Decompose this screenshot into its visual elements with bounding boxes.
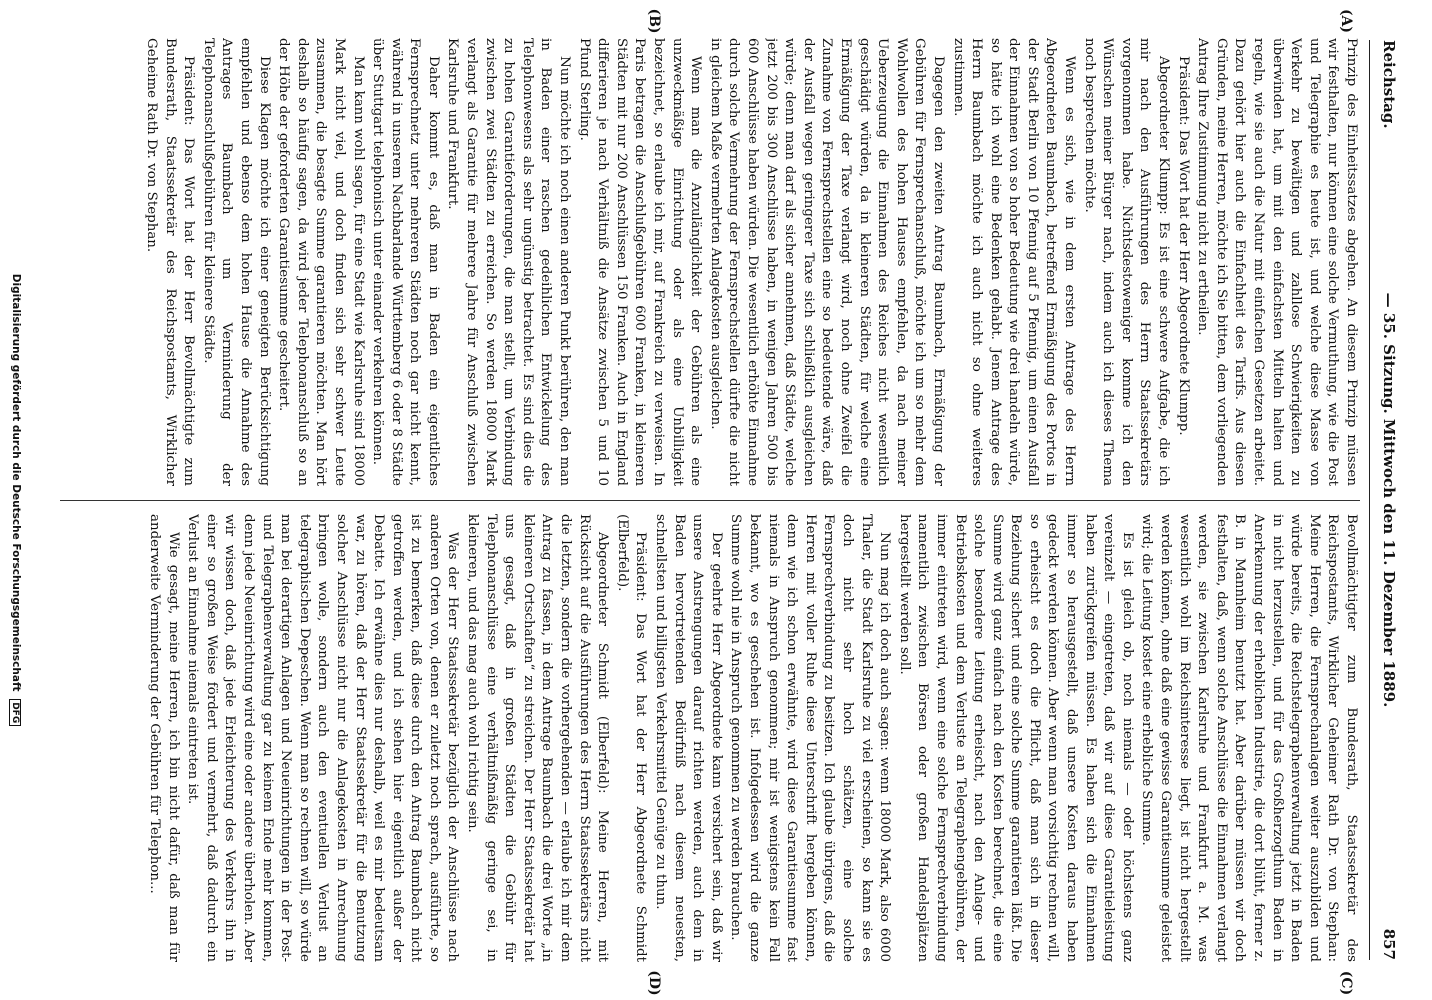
paragraph: Daher kommt es, daß man in Baden ein eigentliches Fernsprechnetz unter mehreren Städten noch gar nicht kennt, während in unserem Nachbarlande Württemberg 6 oder 8 Städte über Stuttgart telephonisch unter einander verkehren können. (370, 38, 441, 486)
paragraph: Man kann wohl sagen, für eine Stadt wie Karlsruhe sind 18000 Mark nicht viel, und doch finden sich sehr schwer Leute zusammen, die besagte Summe garantieren möchten. Man hört deshalb so häufig sagen, da wird jeder Telephonanschluß so an der Höhe der geforderten Garantiesumme gescheitert. (276, 38, 366, 486)
running-header (1372, 40, 1398, 960)
header-left: Reichstag. (1380, 40, 1398, 129)
paragraph: Es ist gleich ob, noch niemals — oder höchstens ganz vereinzelt — eingetreten, daß wir auf diese Garantieleistung haben zurückgreifen müssen. Es haben sich die Einnahmen immer so herausgestellt, daß unsere Kosten daraus haben gedeckt werden können. Aber wenn man vorsichtig rechnen will, so erheischt es doch die Pflicht, daß man sich in dieser Beziehung sichert und eine solche Summe garantieren läßt. Die Summe wird ganz einfach nach den Kosten berechnet, die eine solche besondere Leitung erheischt, nach den Anlage- und Betriebskosten und dem Verluste an Telegraphengebühren, der immer eintreten wird, wenn eine solche Fernsprechverbindung namentlich zwischen Börsen oder großen Handelsplätzen hergestellt werden soll. (896, 514, 1135, 962)
header-rule (1369, 40, 1370, 960)
digitization-footer (9, 0, 22, 1000)
page-number: 857 (1380, 928, 1398, 960)
paragraph: Dagegen den zweiten Antrag Baumbach, Ermäßigung der Gebühren für Fernsprechanschluß, möchte ich um so mehr dem Wohlwollen des hohen Hauses empfehlen, da nach meiner Ueberzeugung die Einnahmen des Reiches nicht wesentlich geschädigt würden, da in kleineren Städten, für welche eine Ermäßigung der Taxe verlangt wird, noch ohne Zweifel die Zunahme von Fernsprechstellen eine so bedeutende wäre, daß der Ausfall wegen geringerer Taxe sich schließlich ausgleichen würde; denn man darf als sicher annehmen, daß Städte, welche jetzt 200 bis 300 Anschlüsse haben, in wenigen Jahren 500 bis 600 Anschlüsse haben würden. Die wesentlich erhöhte Einnahme durch solche Vermehrung der Fernsprechstellen dürfte die nicht in gleichem Maße vermehrten Anlagekosten ausgleichen. (707, 38, 946, 486)
paragraph: Präsident: Das Wort hat der Herr Abgeordnete Schmidt (Elberfeld). (614, 514, 649, 962)
dfg-logo: DFG (9, 699, 21, 726)
footer-text: Digitalisierung gefördert durch die Deutsche Forschungsgemeinschaft (10, 273, 22, 692)
paragraph: Diese Klagen möchte ich einer geneigten Berücksichtigung empfehlen und ebenso dem hohen Hause die Annahme des Antrages Baumbach um Verminderung der Telephonanschlußgebühren für kleinere Städte. (200, 38, 272, 486)
paragraph: Wenn man die Anzulänglichkeit der Gebühren als eine unzweckmäßige Einrichtung oder als eine Unbilligkeit bezeichnet, so erlaube ich mir, auf Frankreich zu verweisen. In Paris betragen die Anschlußgebühren 600 Franken, in kleineren Städten mit nur 200 Anschlüssen 150 Franken. Auch in England differieren je nach Verhältniß die Ansätze zwischen 5 und 10 Pfund Sterling. (576, 38, 704, 486)
text-column-left (90, 38, 1360, 486)
paragraph: Nun möchte ich noch einen anderen Punkt berühren, den man in Baden einer raschen gedeihlichen Entwickelung des Telephonwesens als sehr ungünstig betrachtet. Es sind dies die zu hohen Garantieforderungen, die man stellt, um Verbindung zwischen zwei Städten zu erreichen. So werden 18000 Mark verlangt als Garantie für mehrere Jahre für Anschluß zwischen Karlsruhe und Frankfurt. (445, 38, 573, 486)
text-column-right (90, 514, 1360, 962)
header-center: — 35. Sitzung. Mittwoch den 11. Dezember 1889. (1380, 292, 1398, 708)
paragraph: Bevollmächtigter zum Bundesrath, Staatssekretär des Reichspostamts, Wirklicher Geheimer Rath Dr. von Stephan: Meine Herren, die Fernsprechanlagen weiter auszubilden und würde bereits, die Reichstelegraphenverwaltung jetzt in Baden in nicht herzustellen, und für das Großherzogthum Baden in Anerkennung der erheblichen Industrie, die dort blüht, ferner z. B. in Mannheim benutzt hat. Aber darüber müssen wir doch festhalten, daß, wenn solche Anschlüsse die Einnahmen verlangt werden, sie zwischen Karlsruhe und Frankfurt a. M. was wesentlich wohl im Reichsinteresse liegt, ist nicht hergestellt werden können, ohne daß eine gewisse Garantiesumme geleistet wird; die Leitung kostet eine erhebliche Summe. (1139, 514, 1359, 962)
margin-mark-d: (D) (646, 970, 662, 996)
margin-mark-a: (A) (1338, 8, 1354, 34)
paragraph: Präsident: Das Wort hat der Herr Abgeordnete Klumpp. (1175, 56, 1191, 436)
paragraph: Wie gesagt, meine Herren, ich bin nicht dafür, daß man für anderweite Verminderung der Gebühren für Telephon... (147, 514, 181, 962)
paragraph: Abgeordneter Schmidt (Elberfeld): Meine Herren, mit Rücksicht auf die Ausführungen des Herrn Staatssekretärs nicht die letzten, sondern die vorhergehenden — erlaube ich mir dem Antrag zu fassen, in dem Antrage Baumbach die drei Worte „in kleineren Ortschaften“ zu streichen. Der Herr Staatssekretär hat uns gesagt, daß in großen Städten die Gebühr für Telephonanschlüsse eine verhältnißmäßig geringe sei, in kleineren, und das mag auch wohl richtig sein. (465, 514, 611, 962)
paragraph: Abgeordneter Klumpp: Es ist eine schwere Aufgabe, die ich mir nach den Ausführungen des Herrn Staatssekretärs vorgenommen habe. Nichtsdestoweniger komme ich den Wünschen meiner Bürger nach, indem auch ich dieses Thema noch besprechen möchte. (1081, 38, 1172, 486)
paragraph: Präsident: Das Wort hat der Herr Bevollmächtigte zum Bundesrath, Staatssekretär des Reichspostamts, Wirklicher Geheime Rath Dr. von Stephan. (144, 38, 197, 486)
margin-mark-c: (C) (1338, 970, 1354, 996)
paragraph: Prinzip des Einheitssatzes abgehen. An diesem Prinzip müssen wir festhalten, nur können eine solche Vermuthung, wie die Post und Telegraphie es heute ist, und welche diese Masse von Verkehr zu bewältigen und zahllose Schwierigkeiten zu überwinden hat, um mit den einfachsten Mitteln halten und regeln, wie sie auch die Natur mit einfachen Gesetzen arbeitet. Dazu gehört hier auch die Einfachheit des Tarifs. Aus diesen Gründen, meine Herren, möchte ich Sie bitten, dem vorliegenden Antrag Ihre Zustimmung nicht zu ertheilen. (1195, 38, 1359, 486)
paragraph: Was der Herr Staatssekretär bezüglich der Anschlüsse nach anderen Orten von, denen er zuletzt noch sprach, ausführte, so ist zu bemerken, daß diese durch den Antrag Baumbach nicht getroffen werden, und ich stehen hier eigentlich außer der Debatte. Ich erwähne dies nur deshalb, weil es mir bedeutsam war, zu hören, daß der Herr Staatssekretär für die Benutzung solcher Anschlüsse nicht nur die Anlagekosten in Anrechnung bringen wolle, sondern auch den eventuellen Verlust an telegraphischen Depeschen. Wenn man so rechnen will, so würde man bei derartigen Anlagen und Neueinrichtungen in der Post- und Telegraphenverwaltung gar zu keinem Ende mehr kommen, denn jede Neueinrichtung wird eine oder andere überholen. Aber wir wissen doch, daß jede Erleichterung des Verkehrs ihn in einer so großen Weise fördert und vermehrt, daß dadurch ein Verlust an Einnahme niemals eintreten ist. (185, 514, 461, 962)
margin-mark-b: (B) (646, 8, 662, 34)
paragraph: Nun mag ich doch auch sagen: wenn 18000 Mark, also 6000 Thaler, die Stadt Karlsruhe zu viel erscheinen, so kann sie es doch nicht sehr hoch schätzen, eine solche Fernsprechverbindung zu besitzen. Ich glaube übrigens, daß die Herren mit voller Ruhe diese Unterschrift hergeben können, denn wie ich schon erwähnte, wird diese Garantiesumme fast niemals in Anspruch genommen; mir ist wenigstens kein Fall bekannt, wo es geschehen ist. Infolgedessen wird die ganze Summe wohl nie in Anspruch genommen zu werden brauchen. (728, 514, 893, 962)
column-divider (60, 500, 1360, 501)
paragraph: Wenn es sich, wie in dem ersten Antrage des Herrn Abgeordneten Baumbach, betreffend Ermäßigung des Portos in der Stadt Berlin von 10 Pfennig auf 5 Pfennig, um einen Ausfall der Einnahmen von so hoher Bedeutung wie drei handeln würde, so hätte ich wohl eine Bedenken gehabt. Jenem Antrage des Herrn Baumbach möchte ich auch nicht so ohne weiteres zustimmen. (950, 38, 1078, 486)
paragraph: Der geehrte Herr Abgeordnete kann versichert sein, daß wir unsere Anstrengungen darauf richten werden, auch dem in Baden hervortretenden Bedürfniß nach diesem neuesten, schnellsten und billigsten Verkehrsmittel Genüge zu thun. (653, 514, 724, 962)
